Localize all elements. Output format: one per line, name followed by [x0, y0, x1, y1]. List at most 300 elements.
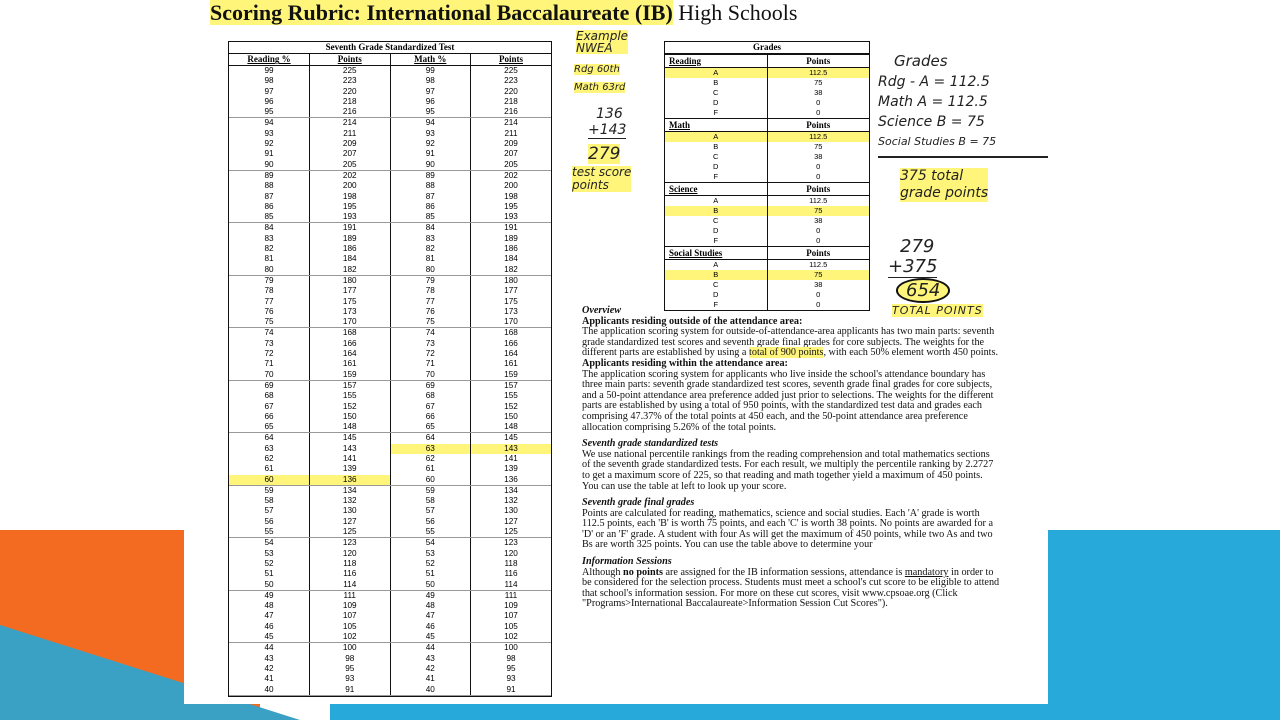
table-cell: 41	[264, 674, 274, 684]
table-cell: 132	[310, 496, 391, 506]
table-cell: 87	[264, 191, 274, 201]
standardized-test-table	[228, 41, 552, 697]
table-cell: 200	[471, 181, 552, 191]
outside-body: The application scoring system for outside-of-attendance-area applicants has two main parts: seventh grade standardized test scores and seventh grade final grades for core subjects. The weights for the different parts are established by using a total of 900 points, with each 50% element worth 450 points.	[582, 326, 999, 359]
table-cell: 123	[310, 538, 391, 549]
table-cell: 195	[471, 202, 552, 212]
table-row	[229, 170, 551, 181]
table-cell: 198	[310, 192, 391, 202]
table-cell: 141	[310, 454, 391, 464]
table-cell: 59	[264, 485, 274, 495]
table-cell: 145	[310, 433, 391, 444]
table-cell: 84	[390, 223, 471, 234]
table-cell: 50	[390, 580, 471, 591]
table-row	[229, 339, 551, 349]
table-cell: 86	[264, 201, 274, 211]
table-cell: 72	[264, 349, 274, 359]
table-row	[229, 549, 551, 559]
table-row	[229, 685, 551, 696]
inside-heading: Applicants residing within the attendance area:	[582, 357, 788, 369]
table-cell: 76	[390, 307, 471, 317]
table-cell: 143	[471, 444, 552, 454]
table-cell: 189	[310, 234, 391, 244]
table-cell: 102	[310, 632, 391, 643]
overview-text	[582, 306, 1000, 610]
info-heading: Information Sessions	[582, 556, 672, 568]
table-cell: 111	[471, 590, 552, 601]
grade-letter: D	[713, 162, 719, 171]
grades-row	[665, 206, 869, 216]
table-cell: 95	[390, 107, 471, 118]
grade-letter: A	[713, 68, 719, 77]
table-cell: 68	[264, 391, 274, 401]
table-cell: 41	[390, 674, 471, 684]
table-cell: 83	[264, 233, 274, 243]
table-cell: 97	[264, 86, 274, 96]
table-cell: 88	[390, 181, 471, 191]
table-cell: 45	[229, 632, 310, 643]
table-cell: 216	[471, 107, 552, 118]
table-row	[229, 664, 551, 674]
hand-final-total: 654	[896, 278, 950, 303]
table-cell: 97	[390, 87, 471, 97]
table-row	[229, 527, 551, 538]
table-row	[229, 129, 551, 139]
table-row	[229, 160, 551, 171]
table-cell: 71	[264, 359, 274, 369]
table-cell: 57	[264, 506, 274, 516]
table-cell: 43	[390, 654, 471, 664]
table-row	[229, 181, 551, 191]
table-cell: 53	[264, 548, 274, 558]
table-cell: 175	[471, 297, 552, 307]
table-cell: 60	[390, 475, 471, 486]
table-cell: 166	[471, 339, 552, 349]
table-cell: 62	[264, 453, 274, 463]
grades-row	[665, 270, 869, 280]
table-row	[229, 286, 551, 296]
table-cell: 71	[390, 359, 471, 369]
title-highlighted: Scoring Rubric: International Baccalaureate (IB)	[210, 0, 673, 25]
table-cell: 95	[229, 107, 310, 118]
table-cell: 109	[310, 601, 391, 611]
grades-points-header: Points	[767, 55, 869, 68]
table-cell: 67	[264, 401, 274, 411]
table-cell: 93	[471, 674, 552, 684]
grade-points: 0	[767, 162, 869, 172]
table-cell: 81	[390, 254, 471, 264]
table-cell: 98	[264, 76, 274, 86]
grade-points: 0	[767, 300, 869, 310]
grades-row	[665, 260, 869, 271]
grades-subject-name: Reading	[665, 55, 767, 68]
table-cell: 65	[229, 422, 310, 433]
table-cell: 46	[264, 621, 274, 631]
table-cell: 52	[264, 558, 274, 568]
table-cell: 99	[390, 66, 471, 77]
table-cell: 205	[310, 160, 391, 171]
table-cell: 177	[471, 286, 552, 296]
grade-points: 38	[767, 216, 869, 226]
table-row	[229, 66, 551, 77]
grades-row	[665, 98, 869, 108]
table-cell: 209	[310, 139, 391, 149]
table-cell: 78	[264, 286, 274, 296]
table-cell: 143	[310, 444, 391, 454]
grades-row	[665, 132, 869, 143]
grades-subject-header	[665, 247, 869, 260]
grade-points: 75	[767, 206, 869, 216]
table-cell: 98	[390, 76, 471, 86]
table-cell: 73	[390, 339, 471, 349]
hand-sum-total: 279	[588, 144, 621, 164]
table-cell: 49	[264, 590, 274, 600]
grade-letter: A	[713, 196, 719, 205]
table-cell: 47	[264, 611, 274, 621]
table-cell: 50	[229, 580, 310, 591]
table-cell: 74	[264, 328, 274, 338]
table-cell: 55	[229, 527, 310, 538]
table-cell: 218	[471, 97, 552, 107]
grade-points: 112.5	[767, 132, 869, 143]
hand-sum-b: +143	[588, 122, 627, 138]
table-row	[229, 192, 551, 202]
table-cell: 62	[390, 454, 471, 464]
table-row	[229, 580, 551, 591]
grade-letter: B	[713, 142, 719, 151]
table-row	[229, 359, 551, 369]
table-cell: 90	[390, 160, 471, 171]
table-cell: 79	[390, 275, 471, 286]
grades-subject-header	[665, 55, 869, 68]
table-cell: 125	[310, 527, 391, 538]
table-cell: 152	[471, 402, 552, 412]
hand-grades-lines: Rdg - A = 112.5 Math A = 112.5 Science B = 75 Social Studies B = 75	[878, 72, 1048, 158]
table-cell: 116	[471, 569, 552, 579]
grade-points: 0	[767, 226, 869, 236]
table-cell: 148	[471, 422, 552, 433]
grade-points: 38	[767, 280, 869, 290]
table-row	[229, 464, 551, 474]
table-row	[229, 87, 551, 97]
hand-test-points: test score points	[572, 165, 632, 192]
table-row	[229, 139, 551, 149]
table-cell: 120	[471, 549, 552, 559]
grade-points: 75	[767, 270, 869, 280]
table-cell: 182	[471, 265, 552, 276]
table-row	[229, 202, 551, 212]
table-cell: 88	[264, 181, 274, 191]
table-cell: 100	[310, 643, 391, 654]
grade-letter: D	[713, 226, 719, 235]
grade-letter: B	[713, 78, 719, 87]
table-cell: 54	[264, 538, 274, 548]
table-row	[229, 569, 551, 579]
table-row	[229, 107, 551, 118]
table-row	[229, 654, 551, 664]
table-row	[229, 370, 551, 381]
grade-letter: C	[713, 280, 719, 289]
table-cell: 134	[310, 485, 391, 496]
table-cell: 218	[310, 97, 391, 107]
table-cell: 81	[264, 254, 274, 264]
table-row	[229, 485, 551, 496]
table-cell: 57	[390, 506, 471, 516]
table-cell: 216	[310, 107, 391, 118]
table-cell: 56	[264, 516, 274, 526]
table-cell: 161	[471, 359, 552, 369]
table-row	[229, 402, 551, 412]
table-row	[229, 475, 551, 486]
table-row	[229, 674, 551, 684]
hand-rdg: Rdg 60th	[574, 64, 620, 75]
table-cell: 118	[310, 559, 391, 569]
grades-row	[665, 162, 869, 172]
table-cell: 85	[229, 212, 310, 223]
grade-points: 0	[767, 98, 869, 108]
grades-row	[665, 142, 869, 152]
grades-points-header: Points	[767, 247, 869, 260]
grades-subject-name: Math	[665, 119, 767, 132]
table-row	[229, 265, 551, 276]
table-row	[229, 611, 551, 621]
table-cell: 182	[310, 265, 391, 276]
table-cell: 148	[310, 422, 391, 433]
table-cell: 43	[264, 653, 274, 663]
table-cell: 193	[310, 212, 391, 223]
table-cell: 53	[390, 549, 471, 559]
table-row	[229, 538, 551, 549]
overview-heading: Overview	[582, 305, 622, 316]
table-cell: 136	[471, 475, 552, 486]
table-row	[229, 275, 551, 286]
table-cell: 85	[390, 212, 471, 223]
hand-grades-title: Grades	[894, 52, 948, 70]
table-cell: 77	[264, 296, 274, 306]
table-cell: 209	[471, 139, 552, 149]
table-row	[229, 307, 551, 317]
hand-final-b: +375	[888, 256, 938, 277]
hand-example: Example NWEA	[576, 29, 629, 55]
table-cell: 116	[310, 569, 391, 579]
table-cell: 109	[471, 601, 552, 611]
table-cell: 107	[310, 611, 391, 621]
table-cell: 105	[471, 622, 552, 632]
table-cell: 86	[390, 202, 471, 212]
table-cell: 91	[390, 149, 471, 159]
table-cell: 72	[390, 349, 471, 359]
table-cell: 134	[471, 485, 552, 496]
table-cell: 214	[310, 118, 391, 129]
grades-row	[665, 236, 869, 247]
grade-points: 38	[767, 88, 869, 98]
table-cell: 58	[390, 496, 471, 506]
table-cell: 118	[471, 559, 552, 569]
grades-caption: Grades	[665, 42, 869, 54]
tests-heading: Seventh grade standardized tests	[582, 438, 719, 450]
table-cell: 164	[471, 349, 552, 359]
table-cell: 51	[390, 569, 471, 579]
table-cell: 76	[264, 306, 274, 316]
table-cell: 70	[229, 370, 310, 381]
table-cell: 70	[390, 370, 471, 381]
grade-points: 38	[767, 152, 869, 162]
grade-letter: F	[713, 236, 719, 245]
table-cell: 150	[310, 412, 391, 422]
header-math-points: Points	[471, 54, 552, 66]
table-cell: 186	[310, 244, 391, 254]
table-row	[229, 632, 551, 643]
info-body: Although no points are assigned for the IB information sessions, attendance is mandatory in order to be considered for the selection process. Students must meet a school's cut score to be eligible to attend that school's information session. For more on these cut scores, visit www.cpsoae.org (Click "Programs>International Baccalaureate>Information Session Cut Scores").	[582, 566, 1000, 610]
title-rest: High Schools	[672, 0, 798, 25]
grades-row	[665, 88, 869, 98]
table-row	[229, 517, 551, 527]
table-cell: 100	[471, 643, 552, 654]
header-math-pct: Math %	[390, 54, 471, 66]
table-cell: 184	[310, 254, 391, 264]
table-cell: 98	[471, 654, 552, 664]
table-row	[229, 559, 551, 569]
table-cell: 198	[471, 192, 552, 202]
table-cell: 60	[229, 475, 310, 486]
grade-letter: C	[713, 216, 719, 225]
table-cell: 157	[310, 380, 391, 391]
table-row	[229, 244, 551, 254]
table-cell: 114	[310, 580, 391, 591]
header-reading-points: Points	[310, 54, 391, 66]
table-row	[229, 643, 551, 654]
grades-table	[664, 41, 870, 311]
table-cell: 139	[471, 464, 552, 474]
table-row	[229, 317, 551, 328]
table-cell: 159	[471, 370, 552, 381]
hand-math: Math 63rd	[574, 82, 626, 93]
table-cell: 63	[264, 443, 274, 453]
table-cell: 159	[310, 370, 391, 381]
table-cell: 75	[229, 317, 310, 328]
table-cell: 164	[310, 349, 391, 359]
table-cell: 59	[390, 485, 471, 496]
table-cell: 93	[390, 129, 471, 139]
table-cell: 211	[310, 129, 391, 139]
table-cell: 155	[471, 391, 552, 401]
grade-letter: D	[713, 98, 719, 107]
table-cell: 83	[390, 234, 471, 244]
grade-letter: B	[713, 206, 719, 215]
table-cell: 184	[471, 254, 552, 264]
table-cell: 102	[471, 632, 552, 643]
grade-points: 112.5	[767, 68, 869, 79]
table-cell: 46	[390, 622, 471, 632]
table-cell: 66	[390, 412, 471, 422]
table-cell: 180	[471, 275, 552, 286]
highlight-900-points: total of 900 points	[749, 347, 824, 359]
table-cell: 91	[264, 149, 274, 159]
table-cell: 79	[264, 275, 274, 285]
table-cell: 98	[310, 654, 391, 664]
grade-letter: F	[713, 108, 719, 117]
table-cell: 47	[390, 611, 471, 621]
table-cell: 74	[390, 328, 471, 339]
grade-points: 112.5	[767, 260, 869, 271]
table-cell: 132	[471, 496, 552, 506]
table-cell: 168	[471, 328, 552, 339]
table-cell: 69	[390, 380, 471, 391]
table-cell: 220	[471, 87, 552, 97]
table-cell: 40	[390, 685, 471, 696]
table-cell: 195	[310, 202, 391, 212]
grade-points: 0	[767, 290, 869, 300]
table-cell: 207	[310, 149, 391, 159]
table-cell: 191	[471, 223, 552, 234]
table-cell: 189	[471, 234, 552, 244]
table-cell: 44	[390, 643, 471, 654]
table-row	[229, 433, 551, 444]
table-cell: 225	[471, 66, 552, 77]
table-row	[229, 212, 551, 223]
table-cell: 157	[471, 380, 552, 391]
table-cell: 93	[310, 674, 391, 684]
table-cell: 202	[310, 170, 391, 181]
table-cell: 52	[390, 559, 471, 569]
table-cell: 214	[471, 118, 552, 129]
grade-letter: C	[713, 152, 719, 161]
table-cell: 107	[471, 611, 552, 621]
grades-row	[665, 290, 869, 300]
table-cell: 42	[264, 663, 274, 673]
table-cell: 94	[264, 118, 274, 128]
table-cell: 111	[310, 590, 391, 601]
grade-letter: A	[713, 132, 719, 141]
table-cell: 48	[390, 601, 471, 611]
table-cell: 123	[471, 538, 552, 549]
hand-sum-a: 136	[596, 106, 623, 122]
table-cell: 127	[471, 517, 552, 527]
table-row	[229, 622, 551, 632]
table-row	[229, 590, 551, 601]
table-cell: 152	[310, 402, 391, 412]
grade-points: 0	[767, 236, 869, 247]
table-cell: 220	[310, 87, 391, 97]
decor-blue-block	[1045, 530, 1280, 720]
grades-row	[665, 226, 869, 236]
grades-row	[665, 172, 869, 183]
hand-total-points: TOTAL POINTS	[892, 304, 983, 317]
table-cell: 61	[264, 464, 274, 474]
table-cell: 170	[310, 317, 391, 328]
table-cell: 91	[310, 685, 391, 696]
table-cell: 63	[390, 444, 471, 454]
table-cell: 67	[390, 402, 471, 412]
grades-row	[665, 280, 869, 290]
table-cell: 168	[310, 328, 391, 339]
grades-subject-header	[665, 183, 869, 196]
grade-points: 0	[767, 172, 869, 183]
table-row	[229, 223, 551, 234]
table-cell: 170	[471, 317, 552, 328]
table-row	[229, 76, 551, 86]
table-cell: 91	[471, 685, 552, 696]
table-cell: 96	[264, 96, 274, 106]
table-row	[229, 234, 551, 244]
grade-points: 112.5	[767, 196, 869, 207]
table-cell: 78	[390, 286, 471, 296]
grades-row	[665, 108, 869, 119]
table-cell: 125	[471, 527, 552, 538]
table-cell: 65	[390, 422, 471, 433]
table-cell: 191	[310, 223, 391, 234]
table-cell: 120	[310, 549, 391, 559]
